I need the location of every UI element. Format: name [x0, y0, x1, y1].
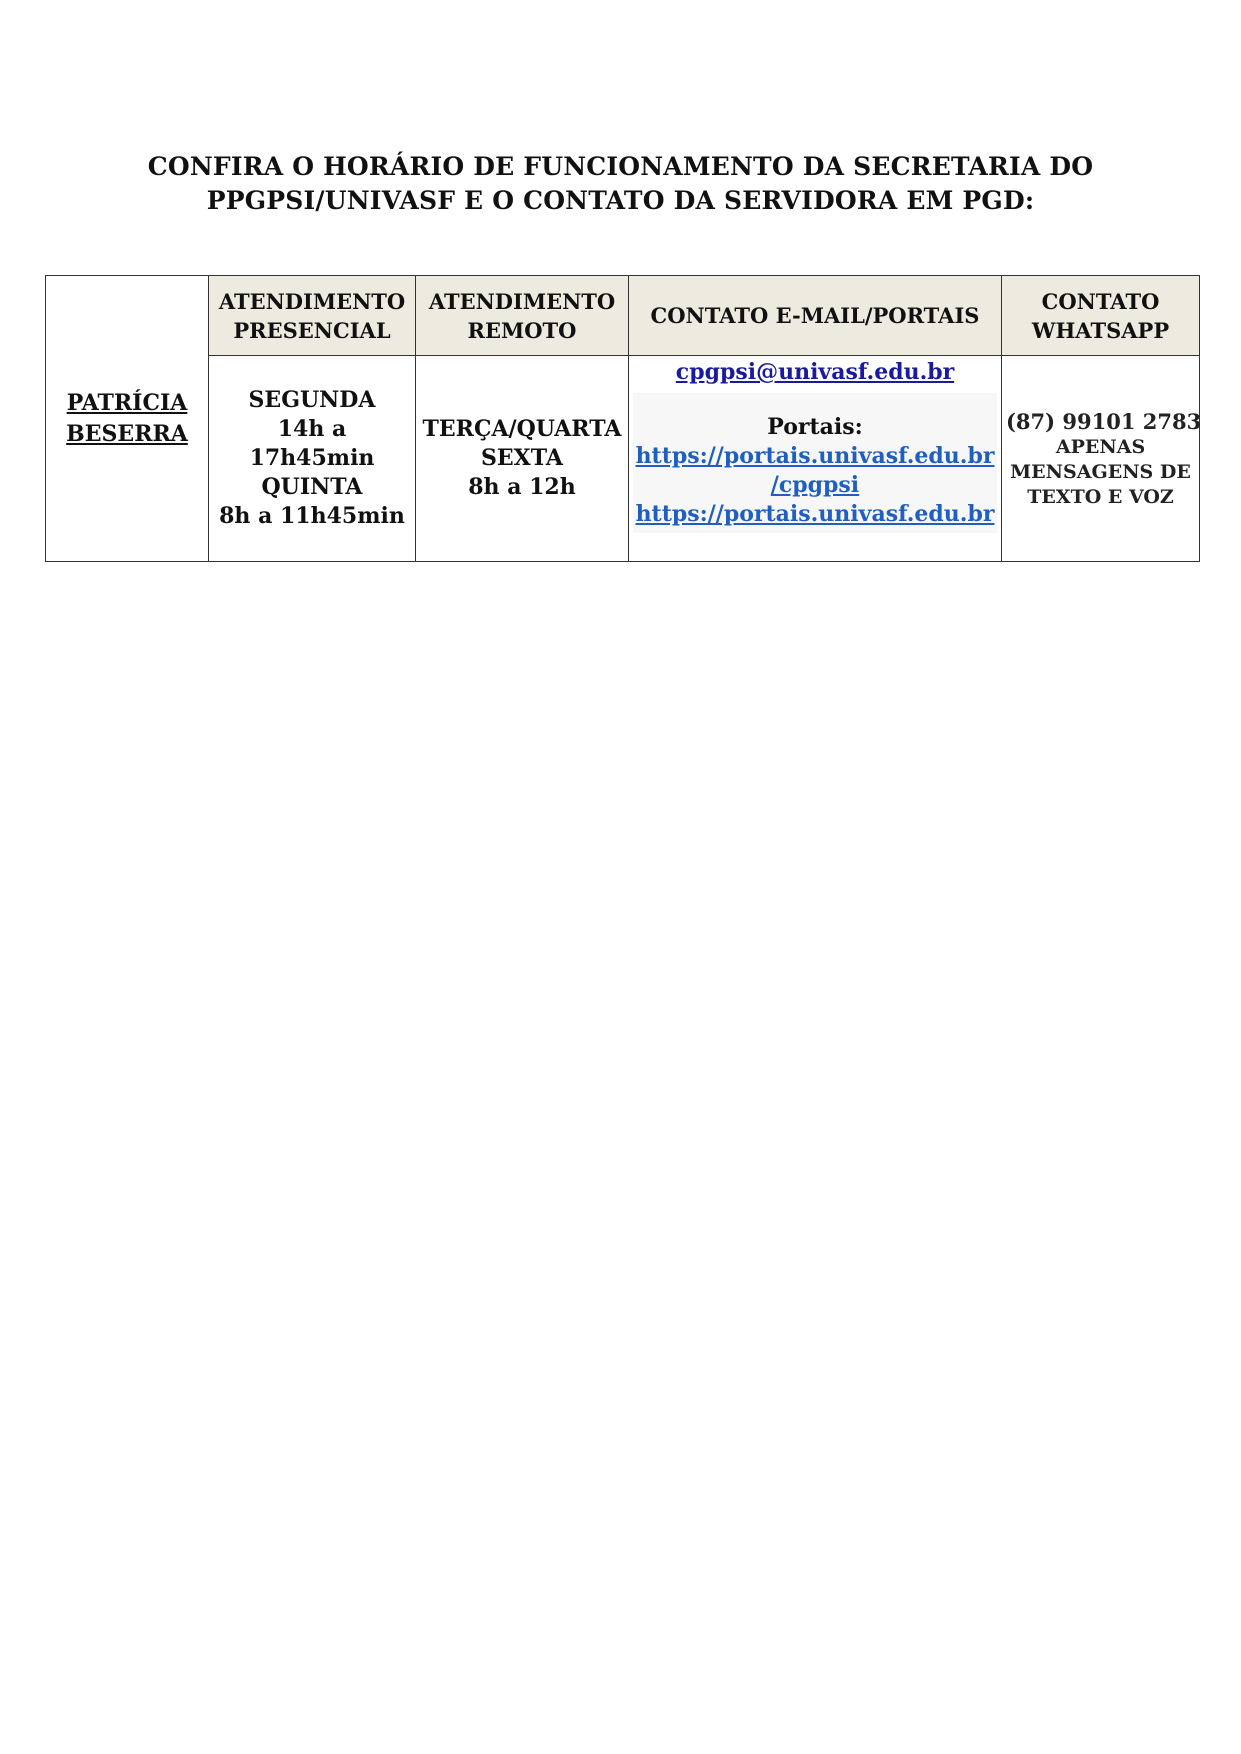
whatsapp-note-3: TEXTO E VOZ	[1027, 485, 1174, 508]
presencial-day-1: SEGUNDA	[248, 387, 376, 413]
presencial-time-1b: 17h45min	[249, 445, 375, 471]
email-link[interactable]: cpgpsi@univasf.edu.br	[675, 359, 955, 385]
header-remoto	[416, 276, 629, 356]
header-whatsapp-line-1: CONTATO	[1041, 288, 1160, 314]
whatsapp-note-2: MENSAGENS DE	[1010, 460, 1191, 483]
staff-first-name: PATRÍCIA	[66, 389, 188, 416]
table-row	[46, 356, 1200, 562]
presencial-cell	[209, 356, 416, 562]
portais-label: Portais:	[767, 414, 863, 440]
header-presencial-line-2: PRESENCIAL	[233, 317, 391, 343]
presencial-time-1a: 14h a	[277, 416, 347, 442]
presencial-day-2: QUINTA	[261, 474, 363, 500]
whatsapp-note-1: APENAS	[1055, 435, 1146, 458]
schedule-table	[45, 275, 1200, 562]
remoto-days-1: TERÇA/QUARTA	[422, 416, 622, 442]
remoto-days-2: SEXTA	[481, 445, 563, 471]
header-whatsapp-line-2: WHATSAPP	[1031, 317, 1170, 343]
page-title	[0, 150, 1241, 218]
whatsapp-phone: (87) 99101 2783	[1006, 408, 1202, 434]
presencial-time-2: 8h a 11h45min	[219, 503, 405, 529]
portal-link-1[interactable]: https://portais.univasf.edu.br	[635, 443, 995, 469]
header-remoto-line-1: ATENDIMENTO	[428, 288, 616, 314]
header-contato	[629, 276, 1002, 356]
remoto-cell	[416, 356, 629, 562]
header-whatsapp	[1002, 276, 1200, 356]
portal-link-1-suffix[interactable]: /cpgpsi	[770, 472, 860, 498]
header-remoto-line-2: REMOTO	[467, 317, 577, 343]
page-title-line-1: CONFIRA O HORÁRIO DE FUNCIONAMENTO DA SECRETARIA DO	[147, 152, 1094, 181]
header-contato-label: CONTATO E-MAIL/PORTAIS	[650, 303, 980, 328]
table-row	[46, 276, 1200, 356]
portais-box	[633, 393, 997, 533]
remoto-time: 8h a 12h	[468, 474, 576, 500]
page-title-line-2: PPGPSI/UNIVASF E O CONTATO DA SERVIDORA EM PGD:	[206, 186, 1035, 215]
contato-cell	[629, 356, 1002, 562]
header-presencial-line-1: ATENDIMENTO	[218, 288, 406, 314]
whatsapp-cell	[1002, 356, 1200, 562]
header-presencial	[209, 276, 416, 356]
staff-last-name: BESERRA	[66, 420, 188, 447]
staff-name-cell	[46, 276, 209, 562]
portal-link-2[interactable]: https://portais.univasf.edu.br	[635, 501, 995, 527]
